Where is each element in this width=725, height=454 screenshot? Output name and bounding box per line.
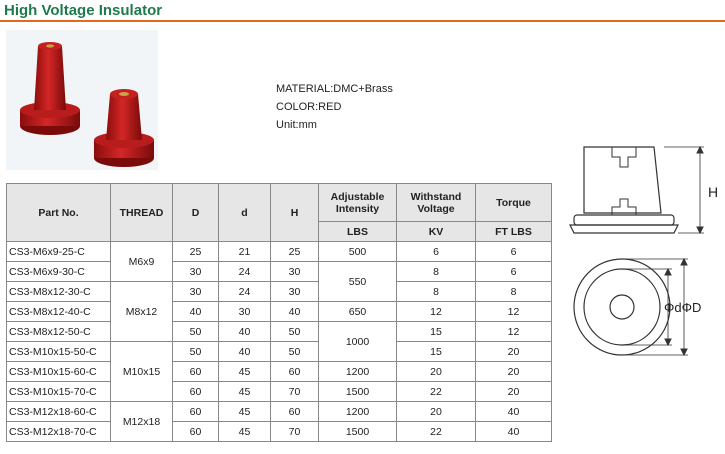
insulator-back-image xyxy=(20,42,80,135)
H-cell: 70 xyxy=(271,382,319,402)
title-divider xyxy=(0,20,725,22)
kv-cell: 20 xyxy=(397,362,476,382)
kv-cell: 12 xyxy=(397,302,476,322)
part-no-cell: CS3-M12x18-70-C xyxy=(7,422,111,442)
table-row xyxy=(7,362,552,382)
part-no-cell: CS3-M12x18-60-C xyxy=(7,402,111,422)
D-cell: 50 xyxy=(173,322,219,342)
part-no-cell: CS3-M8x12-40-C xyxy=(7,302,111,322)
intensity-cell: 500 xyxy=(319,242,397,262)
D-cell: 50 xyxy=(173,342,219,362)
intensity-cell: 1000 xyxy=(319,322,397,362)
torque-cell: 8 xyxy=(476,282,552,302)
thread-cell: M12x18 xyxy=(111,402,173,442)
kv-cell: 15 xyxy=(397,342,476,362)
table-row xyxy=(7,422,552,442)
kv-cell: 22 xyxy=(397,382,476,402)
page-title: High Voltage Insulator xyxy=(4,2,163,19)
spec-table xyxy=(6,183,552,442)
part-no-cell: CS3-M10x15-50-C xyxy=(7,342,111,362)
kv-cell: 22 xyxy=(397,422,476,442)
H-cell: 50 xyxy=(271,342,319,362)
D-cell: 30 xyxy=(173,282,219,302)
kv-cell: 8 xyxy=(397,262,476,282)
kv-cell: 20 xyxy=(397,402,476,422)
header-d: d xyxy=(219,184,271,242)
part-no-cell: CS3-M8x12-50-C xyxy=(7,322,111,342)
H-cell: 25 xyxy=(271,242,319,262)
intensity-cell: 1200 xyxy=(319,362,397,382)
torque-cell: 6 xyxy=(476,262,552,282)
H-cell: 30 xyxy=(271,282,319,302)
H-cell: 50 xyxy=(271,322,319,342)
d-cell: 30 xyxy=(219,302,271,322)
H-cell: 70 xyxy=(271,422,319,442)
table-row xyxy=(7,282,552,302)
torque-cell: 6 xyxy=(476,242,552,262)
thread-cell: M10x15 xyxy=(111,342,173,402)
table-row xyxy=(7,382,552,402)
D-cell: 40 xyxy=(173,302,219,322)
d-cell: 45 xyxy=(219,362,271,382)
torque-cell: 40 xyxy=(476,402,552,422)
D-cell: 25 xyxy=(173,242,219,262)
part-no-cell: CS3-M8x12-30-C xyxy=(7,282,111,302)
d-cell: 21 xyxy=(219,242,271,262)
intensity-cell: 650 xyxy=(319,302,397,322)
d-cell: 45 xyxy=(219,402,271,422)
kv-cell: 8 xyxy=(397,282,476,302)
intensity-cell: 550 xyxy=(319,262,397,302)
technical-drawing xyxy=(560,135,725,375)
unit-ftlbs: FT LBS xyxy=(476,222,552,242)
D-cell: 60 xyxy=(173,422,219,442)
thread-cell: M6x9 xyxy=(111,242,173,282)
H-cell: 60 xyxy=(271,402,319,422)
material-spec: MATERIAL:DMC+Brass xyxy=(276,83,393,95)
product-photo xyxy=(6,30,158,170)
table-row xyxy=(7,262,552,282)
part-no-cell: CS3-M10x15-70-C xyxy=(7,382,111,402)
kv-cell: 6 xyxy=(397,242,476,262)
insulator-front-image xyxy=(94,89,154,167)
D-cell: 60 xyxy=(173,362,219,382)
d-cell: 24 xyxy=(219,282,271,302)
table-row xyxy=(7,402,552,422)
header-D: D xyxy=(173,184,219,242)
torque-cell: 12 xyxy=(476,322,552,342)
table-row xyxy=(7,342,552,362)
table-row xyxy=(7,242,552,262)
kv-cell: 15 xyxy=(397,322,476,342)
part-no-cell: CS3-M6x9-25-C xyxy=(7,242,111,262)
d-cell: 40 xyxy=(219,342,271,362)
d-cell: 24 xyxy=(219,262,271,282)
height-label: H xyxy=(708,184,719,200)
unit-lbs: LBS xyxy=(319,222,397,242)
D-cell: 60 xyxy=(173,382,219,402)
table-row xyxy=(7,302,552,322)
H-cell: 40 xyxy=(271,302,319,322)
side-view-drawing xyxy=(570,147,704,233)
header-part-no: Part No. xyxy=(7,184,111,242)
header-torque: Torque xyxy=(476,184,552,222)
intensity-cell: 1500 xyxy=(319,422,397,442)
color-spec: COLOR:RED xyxy=(276,101,342,113)
part-no-cell: CS3-M6x9-30-C xyxy=(7,262,111,282)
H-cell: 60 xyxy=(271,362,319,382)
d-cell: 45 xyxy=(219,422,271,442)
header-thread: THREAD xyxy=(111,184,173,242)
D-cell: 30 xyxy=(173,262,219,282)
table-row xyxy=(7,322,552,342)
torque-cell: 20 xyxy=(476,342,552,362)
thread-cell: M8x12 xyxy=(111,282,173,342)
intensity-cell: 1500 xyxy=(319,382,397,402)
torque-cell: 20 xyxy=(476,362,552,382)
H-cell: 30 xyxy=(271,262,319,282)
header-adjustable-intensity: Adjustable Intensity xyxy=(319,184,397,222)
diameter-label: ΦdΦD xyxy=(664,300,702,315)
header-H: H xyxy=(271,184,319,242)
d-cell: 45 xyxy=(219,382,271,402)
torque-cell: 12 xyxy=(476,302,552,322)
unit-kv: KV xyxy=(397,222,476,242)
d-cell: 40 xyxy=(219,322,271,342)
part-no-cell: CS3-M10x15-60-C xyxy=(7,362,111,382)
torque-cell: 20 xyxy=(476,382,552,402)
unit-spec: Unit:mm xyxy=(276,119,317,131)
table-header-row xyxy=(7,184,552,222)
header-withstand-voltage: Withstand Voltage xyxy=(397,184,476,222)
intensity-cell: 1200 xyxy=(319,402,397,422)
D-cell: 60 xyxy=(173,402,219,422)
torque-cell: 40 xyxy=(476,422,552,442)
